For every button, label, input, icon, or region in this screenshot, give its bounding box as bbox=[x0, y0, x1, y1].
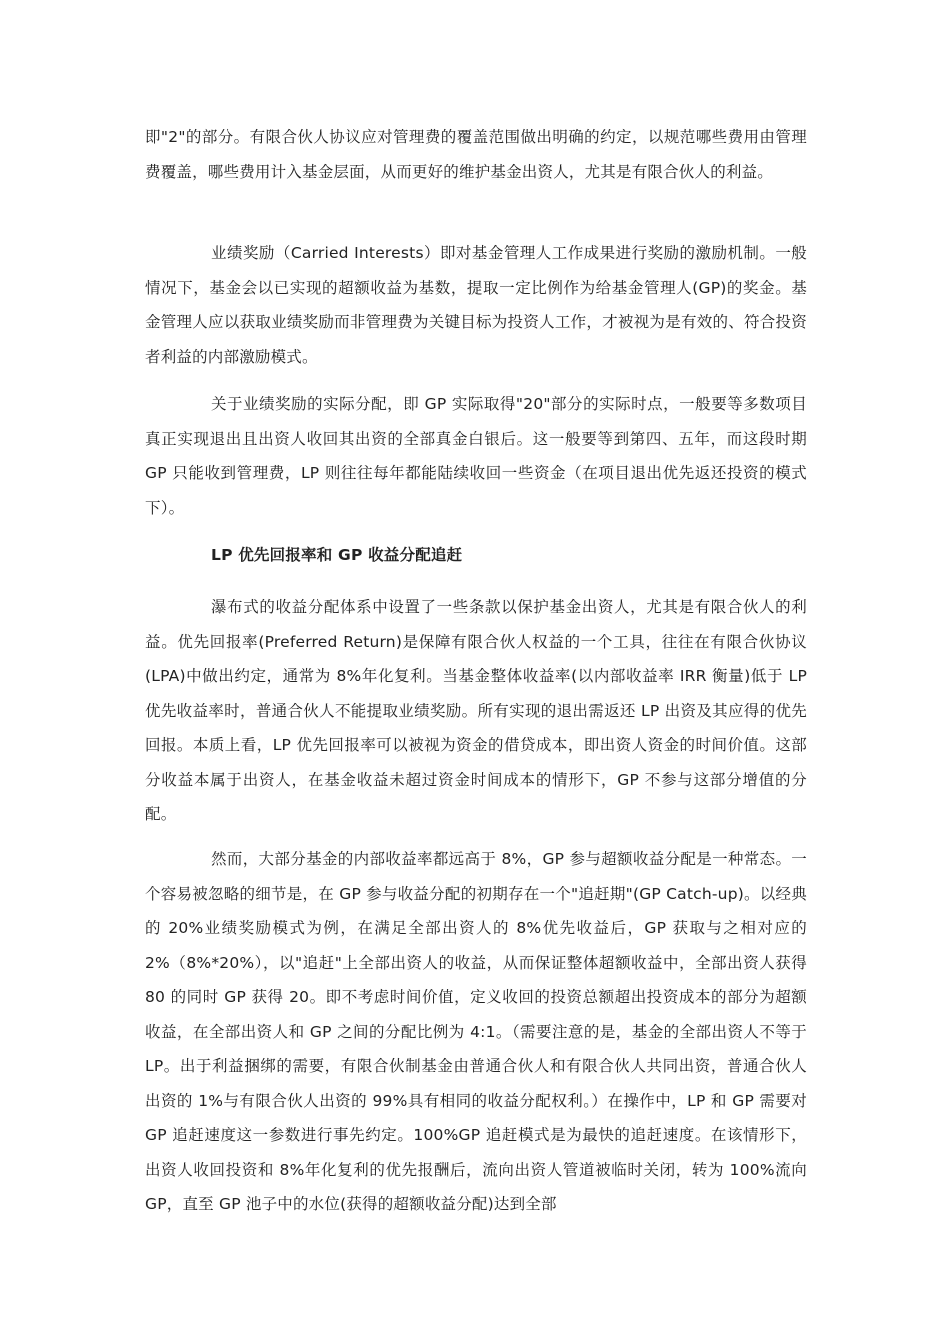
paragraph-preferred-return: 瀑布式的收益分配体系中设置了一些条款以保护基金出资人，尤其是有限合伙人的利益。优先回报率(Preferred Return)是保障有限合伙人权益的一个工具，往往在有限合伙协议(LPA)中做出约定，通常为 8%年化复利。当基金整体收益率(以内部收益率 IRR 衡量)低于 LP 优先收益率时，普通合伙人不能提取业绩奖励。所有实现的退出需返还 LP 出资及其应得的优先回报。本质上看，LP 优先回报率可以被视为资金的借贷成本，即出资人资金的时间价值。这部分收益本属于出资人，在基金收益未超过资金时间成本的情形下，GP 不参与这部分增值的分配。 bbox=[145, 598, 807, 823]
paragraph-carried-interests: 业绩奖励（Carried Interests）即对基金管理人工作成果进行奖励的激励机制。一般情况下，基金会以已实现的超额收益为基数，提取一定比例作为给基金管理人(GP)的奖金。基金管理人应以获取业绩奖励而非管理费为关键目标为投资人工作，才被视为是有效的、符合投资者利益的内部激励模式。 bbox=[145, 244, 807, 366]
paragraph-carry-timing: 关于业绩奖励的实际分配，即 GP 实际取得"20"部分的实际时点，一般要等多数项目真正实现退出且出资人收回其出资的全部真金白银后。这一般要等到第四、五年，而这段时期 GP 只能收到管理费，LP 则往往每年都能陆续收回一些资金（在项目退出优先返还投资的模式下）。 bbox=[145, 395, 807, 517]
section-heading-preferred-return: LP 优先回报率和 GP 收益分配追赶 bbox=[211, 546, 463, 564]
paragraph-management-fee-scope: 即"2"的部分。有限合伙人协议应对管理费的覆盖范围做出明确的约定，以规范哪些费用由管理费覆盖，哪些费用计入基金层面，从而更好的维护基金出资人，尤其是有限合伙人的利益。 bbox=[145, 128, 807, 181]
paragraph-gp-catch-up: 然而，大部分基金的内部收益率都远高于 8%，GP 参与超额收益分配是一种常态。一个容易被忽略的细节是，在 GP 参与收益分配的初期存在一个"追赶期"(GP Catch-up)。以经典的 20%业绩奖励模式为例，在满足全部出资人的 8%优先收益后，GP 获取与之相对应的 2%（8%*20%），以"追赶"上全部出资人的收益，从而保证整体超额收益中，全部出资人获得 80 的同时 GP 获得 20。即不考虑时间价值，定义收回的投资总额超出投资成本的部分为超额收益，在全部出资人和 GP 之间的分配比例为 4:1。（需要注意的是，基金的全部出资人不等于 LP。出于利益捆绑的需要，有限合伙制基金由普通合伙人和有限合伙人共同出资，普通合伙人出资的 1%与有限合伙人出资的 99%具有相同的收益分配权利。）在操作中，LP 和 GP 需要对 GP 追赶速度这一参数进行事先约定。100%GP 追赶模式是为最快的追赶速度。在该情形下，出资人收回投资和 8%年化复利的优先报酬后，流向出资人管道被临时关闭，转为 100%流向 GP，直至 GP 池子中的水位(获得的超额收益分配)达到全部 bbox=[145, 850, 807, 1213]
